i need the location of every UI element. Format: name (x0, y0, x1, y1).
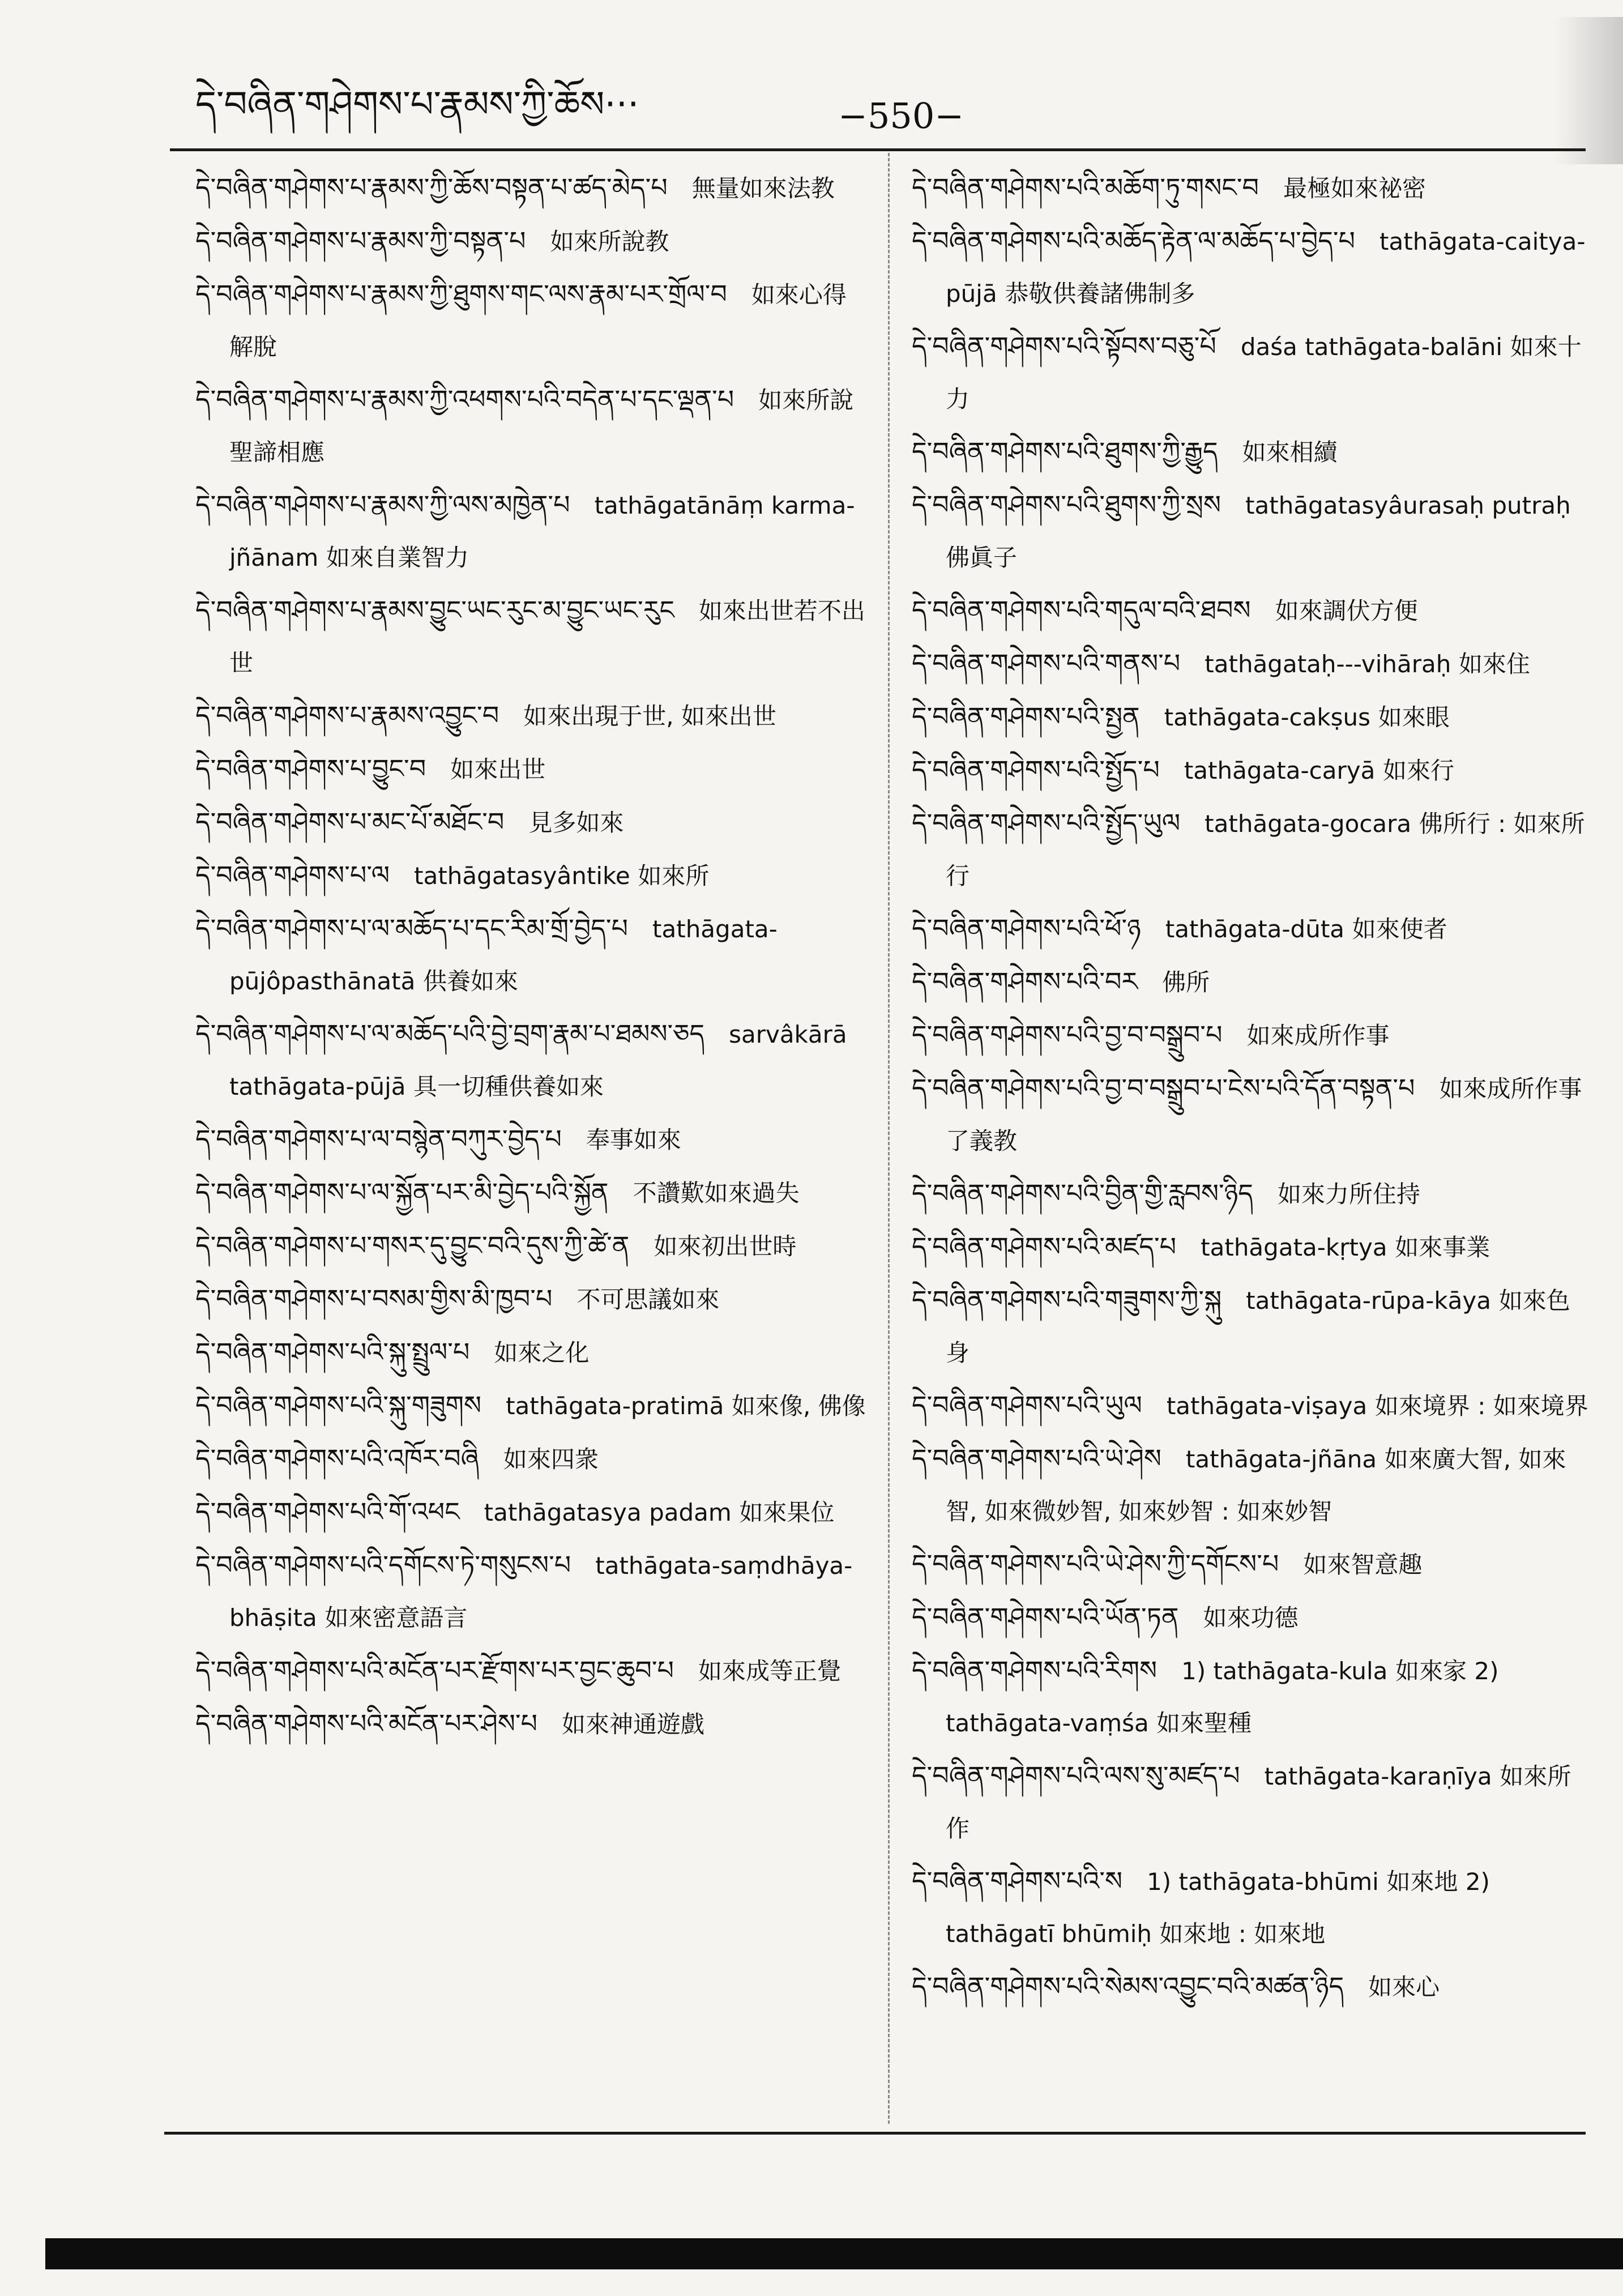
chinese-translation: 佛所行 : 如來所行 (946, 810, 1585, 890)
tibetan-headword: དེ་བཞིན་གཤེགས་པའི་ཡུལ (912, 1390, 1142, 1420)
chinese-translation: 見多如來 (528, 809, 624, 837)
page-number: −550− (838, 95, 964, 136)
chinese-translation: 如來成所作事 (1246, 1022, 1390, 1049)
tibetan-headword: དེ་བཞིན་གཤེགས་པའི་སྤྱོད་ཡུལ (912, 808, 1181, 838)
tibetan-headword: དེ་བཞིན་གཤེགས་པ་ལ་བསྙེན་བཀུར་བྱེད་པ (195, 1124, 562, 1154)
tibetan-headword: དེ་བཞིན་གཤེགས་པའི་སེམས་འབྱུང་བའི་མཚན་ཉིད (912, 1971, 1344, 2001)
dictionary-entry (912, 744, 1591, 797)
dictionary-entry (912, 690, 1591, 744)
tibetan-headword: དེ་བཞིན་གཤེགས་པ་གསར་དུ་བྱུང་བའི་དུས་ཀྱི་ཚེ་ན (195, 1230, 630, 1261)
tibetan-headword: དེ་བཞིན་གཤེགས་པའི་དགོངས་ཏེ་གསུངས་པ (195, 1550, 571, 1580)
dictionary-entry (912, 1855, 1591, 1960)
tibetan-headword: དེ་བཞིན་གཤེགས་པའི་བྱིན་གྱི་རླབས་ཉིད (912, 1178, 1253, 1209)
tibetan-headword: དེ་བཞིན་གཤེགས་པའི་གཟུགས་ཀྱི་སྐུ (912, 1284, 1222, 1315)
tibetan-headword: དེ་བཞིན་གཤེགས་པའི་མཛད་པ (912, 1231, 1177, 1262)
chinese-translation: 如來眼 (1378, 703, 1450, 731)
chinese-translation: 不讚歎如來過失 (633, 1179, 800, 1207)
tibetan-headword: དེ་བཞིན་གཤེགས་པའི་མངོན་པར་རྫོགས་པར་བྱང་ཆུབ་པ (195, 1655, 674, 1685)
sanskrit-equivalent: tathāgata-cakṣus (1164, 703, 1371, 731)
dictionary-entry (195, 1379, 869, 1432)
chinese-translation: 如來廣大智, 如來智, 如來微妙智, 如來妙智 : 如來妙智 (946, 1445, 1566, 1525)
dictionary-entry (195, 161, 869, 215)
chinese-translation: 如來出世 (450, 756, 546, 783)
dictionary-entry (195, 268, 869, 373)
sanskrit-equivalent: tathāgata-pūjôpasthānatā (229, 915, 778, 995)
tibetan-headword: དེ་བཞིན་གཤེགས་པའི་འཁོར་བཞི (195, 1443, 479, 1474)
dictionary-entry (912, 161, 1591, 215)
dictionary-entry (912, 1009, 1591, 1062)
chinese-translation: 如來心 (1368, 1973, 1440, 2001)
chinese-translation: 無量如來法教 (691, 174, 835, 202)
column-divider (888, 153, 891, 2124)
dictionary-entry (912, 1644, 1591, 1749)
chinese-translation: 如來境界 : 如來境界 (1374, 1392, 1588, 1420)
chinese-translation: 如來像, 佛像 (732, 1392, 866, 1420)
dictionary-entry (912, 1379, 1591, 1432)
chinese-translation: 如來地 2) tathāgatī bhūmiḥ 如來地 : 如來地 (946, 1868, 1490, 1948)
dictionary-entry (912, 1432, 1591, 1538)
dictionary-entry (912, 425, 1591, 479)
dictionary-entry (195, 1219, 869, 1273)
chinese-translation: 如來四衆 (503, 1445, 599, 1473)
chinese-translation: 如來所作 (946, 1762, 1571, 1842)
chinese-translation: 最極如來祕密 (1283, 174, 1426, 202)
dictionary-entry (912, 1167, 1591, 1220)
tibetan-headword: དེ་བཞིན་གཤེགས་པ་རྣམས་ཀྱི་འཕགས་པའི་བདེན་པ་དང་ལྡན་པ (195, 384, 734, 415)
tibetan-headword: དེ་བཞིན་གཤེགས་པའི་མངོན་པར་ཤེས་པ (195, 1708, 538, 1739)
dictionary-entry (912, 902, 1591, 955)
tibetan-headword: དེ་བཞིན་གཤེགས་པའི་སྐུ་སྤྲུལ་པ (195, 1337, 470, 1367)
scan-edge-shadow (1555, 17, 1623, 164)
chinese-translation: 如來所說聖諦相應 (229, 386, 854, 466)
chinese-translation: 如來之化 (494, 1339, 590, 1367)
chinese-translation: 恭敬供養諸佛制多 (1005, 280, 1195, 308)
chinese-translation: 如來智意趣 (1303, 1551, 1423, 1578)
sanskrit-equivalent: tathāgatasya padam (484, 1499, 732, 1526)
chinese-translation: 奉事如來 (586, 1126, 681, 1154)
tibetan-headword: དེ་བཞིན་གཤེགས་པ་རྣམས་ཀྱི་ཐུགས་གང་ལས་རྣམ་པར་གྲོལ་བ (195, 279, 727, 309)
tibetan-headword: དེ་བཞིན་གཤེགས་པ་རྣམས་བྱུང་ཡང་རུང་མ་བྱུང་ཡང་རུང (195, 595, 674, 625)
tibetan-headword: དེ་བཞིན་གཤེགས་པའི་ཐུགས་ཀྱི་སྲས (912, 489, 1221, 520)
dictionary-entry (912, 1538, 1591, 1591)
scan-bottom-bar (45, 2238, 1623, 2269)
dictionary-entry (912, 215, 1591, 320)
tibetan-headword: དེ་བཞིན་གཤེགས་པ་ལ (195, 860, 390, 890)
tibetan-headword: དེ་བཞིན་གཤེགས་པའི་ཕོ་ཉ (912, 913, 1141, 944)
tibetan-headword: དེ་བཞིན་གཤེགས་པ་ལ་སྐྱོན་པར་མི་བྱེད་པའི་སྐྱོན (195, 1177, 609, 1207)
dictionary-entry (195, 796, 869, 849)
dictionary-entry (912, 1960, 1591, 2013)
chinese-translation: 如來自業智力 (326, 544, 469, 571)
dictionary-entry (195, 689, 869, 742)
sanskrit-equivalent: tathāgatānāṃ karma-jñānam (229, 492, 855, 571)
chinese-translation: 如來神通遊戲 (562, 1710, 705, 1738)
left-column (195, 161, 869, 1751)
sanskrit-equivalent: tathāgata-rūpa-kāya (1246, 1287, 1492, 1315)
sanskrit-equivalent: tathāgata-gocara (1205, 810, 1412, 838)
footer-rule (164, 2132, 1586, 2135)
tibetan-headword: དེ་བཞིན་གཤེགས་པ་ལ་མཆོད་པའི་བྱེ་བྲག་རྣམ་པ་ཐམས་ཅད (195, 1018, 705, 1049)
chinese-translation: 如來住 (1459, 650, 1531, 678)
sanskrit-equivalent: tathāgata-viṣaya (1166, 1392, 1368, 1420)
dictionary-entry (195, 1539, 869, 1644)
dictionary-entry (912, 1591, 1591, 1644)
dictionary-entry (912, 1749, 1591, 1855)
tibetan-headword: དེ་བཞིན་གཤེགས་པའི་ཡེ་ཤེས (912, 1443, 1161, 1474)
chinese-translation: 供養如來 (422, 967, 518, 995)
sanskrit-equivalent: tathāgatasyântike (414, 862, 630, 890)
sanskrit-equivalent: tathāgata-karaṇīya (1264, 1762, 1492, 1790)
tibetan-headword: དེ་བཞིན་གཤེགས་པའི་ས (912, 1866, 1123, 1896)
tibetan-headword: དེ་བཞིན་གཤེགས་པའི་བར (912, 966, 1138, 997)
sanskrit-equivalent: 1) tathāgata-kula (1181, 1657, 1388, 1685)
tibetan-headword: དེ་བཞིན་གཤེགས་པའི་ཡེ་ཤེས་ཀྱི་དགོངས་པ (912, 1548, 1279, 1579)
chinese-translation: 如來力所住持 (1277, 1180, 1420, 1208)
sanskrit-equivalent: tathāgata-kṛtya (1201, 1234, 1387, 1261)
chinese-translation: 佛眞子 (946, 544, 1018, 571)
dictionary-entry (195, 1644, 869, 1697)
sanskrit-equivalent: tathāgata-caryā (1184, 757, 1376, 784)
dictionary-entry (195, 902, 869, 1008)
chinese-translation: 如來密意語言 (324, 1604, 468, 1632)
chinese-translation: 如來行 (1382, 757, 1454, 784)
chinese-translation: 如來事業 (1395, 1234, 1490, 1261)
dictionary-entry (195, 373, 869, 479)
chinese-translation: 具一切種供養如來 (413, 1073, 604, 1100)
tibetan-headword: དེ་བཞིན་གཤེགས་པའི་སྐུ་གཟུགས (195, 1390, 482, 1420)
running-head: དེ་བཞིན་གཤེགས་པ་རྣམས་ཀྱི་ཆོས··· (195, 84, 639, 126)
header-rule (170, 148, 1586, 151)
chinese-translation: 如來調伏方便 (1275, 597, 1418, 625)
chinese-translation: 如來出世若不出世 (229, 597, 865, 677)
dictionary-entry (195, 1697, 869, 1751)
dictionary-entry (195, 1273, 869, 1326)
right-column (912, 161, 1591, 2013)
sanskrit-equivalent: tathāgatasyâurasaḥ putraḥ (1245, 492, 1571, 519)
tibetan-headword: དེ་བཞིན་གཤེགས་པའི་ཐུགས་ཀྱི་རྒྱུད (912, 436, 1218, 467)
sanskrit-equivalent: tathāgataḥ---vihāraḥ (1205, 650, 1451, 678)
tibetan-headword: དེ་བཞིན་གཤེགས་པའི་སྤྱོད་པ (912, 754, 1160, 785)
tibetan-headword: དེ་བཞིན་གཤེགས་པའི་མཆོག་ཏུ་གསང་བ (912, 172, 1259, 203)
dictionary-entry (195, 1432, 869, 1486)
dictionary-entry (912, 320, 1591, 425)
chinese-translation: 如來成等正覺 (698, 1657, 842, 1685)
tibetan-headword: དེ་བཞིན་གཤེགས་པ་རྣམས་ཀྱི་བསྟན་པ (195, 225, 526, 256)
dictionary-entry (912, 1220, 1591, 1274)
tibetan-headword: དེ་བཞིན་གཤེགས་པ་རྣམས་ཀྱི་ཆོས་བསྟན་པ་ཚད་མེད་པ (195, 172, 668, 203)
chinese-translation: 如來使者 (1352, 915, 1447, 943)
dictionary-entry (195, 479, 869, 584)
dictionary-entry (195, 1113, 869, 1166)
tibetan-headword: དེ་བཞིན་གཤེགས་པའི་བྱ་བ་བསྒྲུབ་པ (912, 1019, 1223, 1050)
dictionary-entry (912, 479, 1591, 584)
chinese-translation: 佛所 (1162, 968, 1210, 996)
sanskrit-equivalent: tathāgata-jñāna (1185, 1445, 1377, 1473)
dictionary-entry (195, 1008, 869, 1113)
chinese-translation: 如來十力 (946, 333, 1582, 413)
tibetan-headword: དེ་བཞིན་གཤེགས་པའི་ལས་སུ་མཛད་པ (912, 1760, 1240, 1791)
sanskrit-equivalent: sarvâkārā tathāgata-pūjā (229, 1021, 847, 1100)
dictionary-entry (195, 215, 869, 268)
dictionary-entry (195, 1326, 869, 1379)
chinese-translation: 如來出現于世, 如來出世 (523, 702, 776, 730)
tibetan-headword: དེ་བཞིན་གཤེགས་པའི་གནས་པ (912, 648, 1181, 678)
chinese-translation: 如來所 (638, 862, 710, 890)
dictionary-entry (912, 1274, 1591, 1379)
dictionary-entry (195, 1166, 869, 1219)
tibetan-headword: དེ་བཞིན་གཤེགས་པའི་རིགས (912, 1655, 1158, 1685)
tibetan-headword: དེ་བཞིན་གཤེགས་པ་བསམ་གྱིས་མི་ཁྱབ་པ (195, 1283, 553, 1314)
chinese-translation: 如來初出世時 (654, 1232, 797, 1260)
sanskrit-equivalent: tathāgata-dūta (1165, 915, 1345, 943)
dictionary-entry (912, 584, 1591, 637)
tibetan-headword: དེ་བཞིན་གཤེགས་པ་ལ་མཆོད་པ་དང་རིམ་གྲོ་བྱེད་པ (195, 913, 629, 944)
dictionary-entry (195, 1486, 869, 1539)
tibetan-headword: དེ་བཞིན་གཤེགས་པའི་གོ་འཕང (195, 1496, 460, 1527)
sanskrit-equivalent: daśa tathāgata-balāni (1240, 333, 1503, 361)
tibetan-headword: དེ་བཞིན་གཤེགས་པའི་མཆོད་རྟེན་ལ་མཆོད་པ་བྱེད་པ (912, 225, 1356, 256)
chinese-translation: 如來相續 (1242, 438, 1338, 466)
dictionary-entry (195, 849, 869, 902)
tibetan-headword: དེ་བཞིན་གཤེགས་པ་བྱུང་བ (195, 753, 426, 784)
dictionary-entry (195, 584, 869, 689)
chinese-translation: 如來家 2) tathāgata-vaṃśa 如來聖種 (946, 1657, 1499, 1737)
tibetan-headword: དེ་བཞིན་གཤེགས་པའི་སྤྱན (912, 701, 1140, 732)
sanskrit-equivalent: tathāgata-caitya-pūjā (946, 228, 1586, 308)
chinese-translation: 不可思議如來 (576, 1286, 720, 1313)
chinese-translation: 如來功德 (1203, 1604, 1299, 1632)
tibetan-headword: དེ་བཞིན་གཤེགས་པའི་ཡོན་ཏན (912, 1602, 1179, 1632)
chinese-translation: 如來所說教 (550, 228, 669, 255)
dictionary-entry (912, 797, 1591, 902)
tibetan-headword: དེ་བཞིན་གཤེགས་པ་རྣམས་ཀྱི་ལས་མཁྱེན་པ (195, 489, 570, 520)
dictionary-entry (912, 1062, 1591, 1167)
sanskrit-equivalent: tathāgata-saṃdhāya-bhāṣita (229, 1552, 853, 1632)
tibetan-headword: དེ་བཞིན་གཤེགས་པའི་སྟོབས་བཅུ་པོ (912, 331, 1216, 361)
tibetan-headword: དེ་བཞིན་གཤེགས་པའི་བྱ་བ་བསྒྲུབ་པ་ངེས་པའི་དོན་བསྟན་པ (912, 1073, 1415, 1103)
chinese-translation: 如來色身 (946, 1287, 1570, 1367)
dictionary-entry (195, 742, 869, 796)
tibetan-headword: དེ་བཞིན་གཤེགས་པ་མང་པོ་མཐོང་བ (195, 806, 505, 837)
tibetan-headword: དེ་བཞིན་གཤེགས་པའི་གདུལ་བའི་ཐབས (912, 595, 1251, 625)
sanskrit-equivalent: 1) tathāgata-bhūmi (1147, 1868, 1379, 1896)
dictionary-entry (912, 955, 1591, 1009)
chinese-translation: 如來心得解脫 (229, 281, 847, 361)
chinese-translation: 如來成所作事了義教 (946, 1075, 1582, 1155)
dictionary-entry (912, 637, 1591, 690)
sanskrit-equivalent: tathāgata-pratimā (506, 1392, 724, 1420)
chinese-translation: 如來果位 (739, 1499, 835, 1526)
tibetan-headword: དེ་བཞིན་གཤེགས་པ་རྣམས་འབྱུང་བ (195, 700, 499, 731)
